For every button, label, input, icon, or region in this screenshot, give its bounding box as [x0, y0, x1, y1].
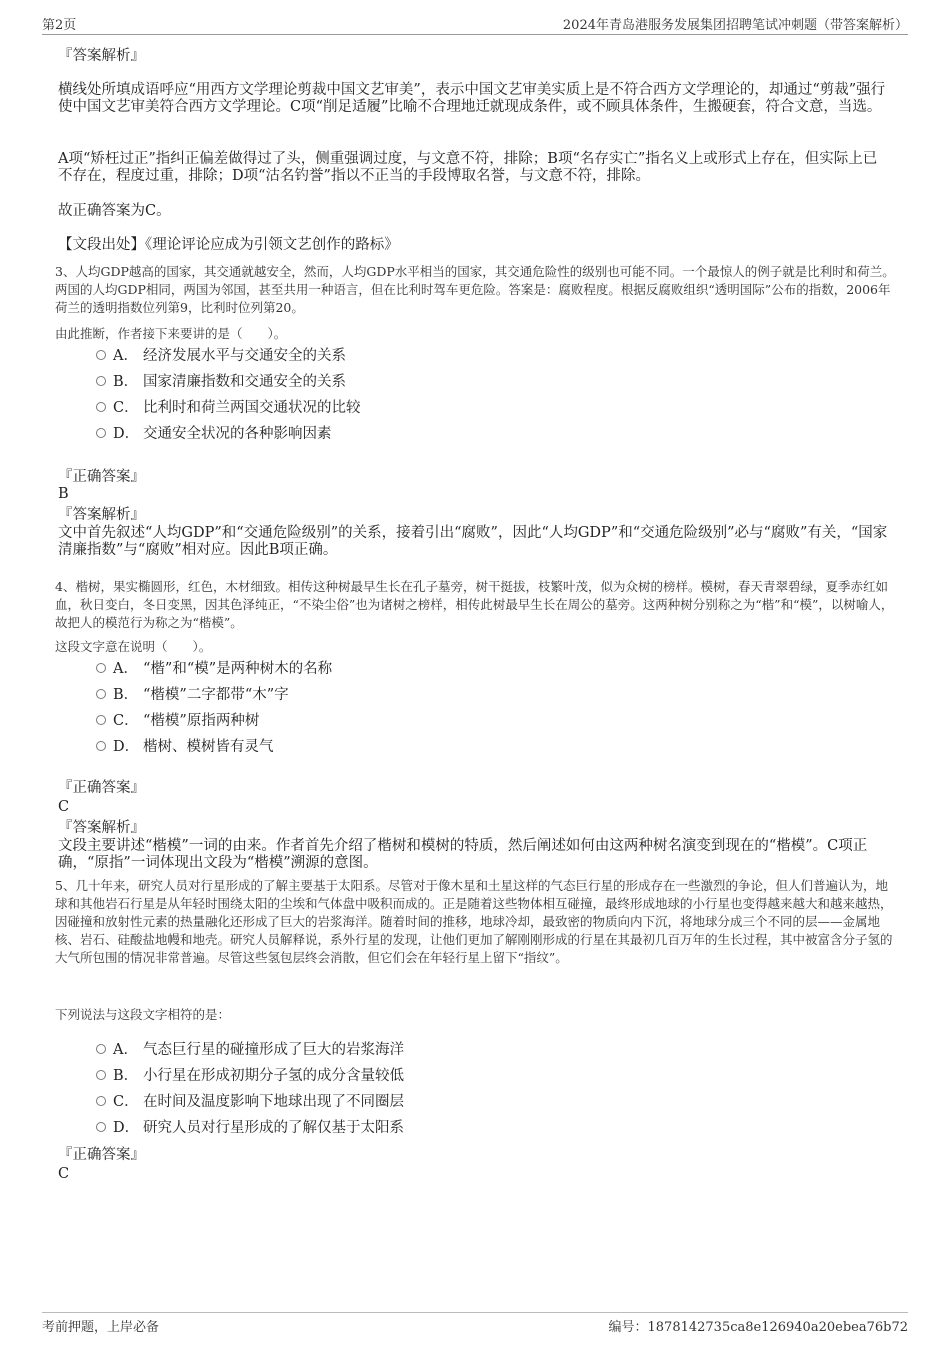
prev-analysis-label: 『答案解析』 [58, 48, 145, 64]
q3-option-b[interactable]: B． 国家清廉指数和交通安全的关系 [96, 372, 346, 392]
page-header [42, 14, 908, 35]
q4-analysis: 文段主要讲述“楷模”一词的由来。作者首先介绍了楷树和模树的特质，然后阐述如何由这两种树名演变到现在的“楷模”。C项正确，“原指”一词体现出文段为“楷模”溯源的意图。 [58, 838, 868, 871]
radio-icon[interactable] [96, 1096, 106, 1106]
prev-analysis-paragraph-1: 横线处所填成语呼应“用西方文学理论剪裁中国文艺审美”，表示中国文艺审美实质上是不符合西方文学理论的，却通过“剪裁”强行使中国文艺审美符合西方文学理论。C项“削足适履”比喻不合理地迁就现成条件，或不顾具体条件，生搬硬套，符合文意，当选。 [58, 82, 886, 115]
q4-question: 这段文字意在说明（ ）。 [55, 639, 212, 654]
q5-option-a[interactable]: A． 气态巨行星的碰撞形成了巨大的岩浆海洋 [96, 1040, 404, 1060]
radio-icon[interactable] [96, 715, 106, 725]
q5-stem: 5、几十年来，研究人员对行星形成的了解主要基于太阳系。尽管对于像木星和土星这样的气态巨行星的形成存在一些激烈的争论，但人们普遍认为，地球和其他岩石行星是从年轻时围绕太阳的尘埃和气体盘中吸积而成的。正是随着这些物体相互碰撞，最终形成地球的小行星也变得越来越大和越来越热，因碰撞和放射性元素的热量融化还形成了巨大的岩浆海洋。随着时间的推移，地球冷却，最致密的物质向内下沉，将地球分成三个不同的层——金属地核、岩石、硅酸盐地幔和地壳。研究人员解释说，系外行星的发现，让他们更加了解刚刚形成的行星在其最初几百万年的生长过程，其中被富含分子氢的大气所包围的情况非常普遍。尽管这些氢包层终会消散，但它们会在年轻行星上留下“指纹”。 [55, 878, 893, 965]
q5-option-c[interactable]: C． 在时间及温度影响下地球出现了不同圈层 [96, 1092, 404, 1112]
q3-analysis-label: 『答案解析』 [58, 507, 145, 523]
radio-icon[interactable] [96, 1044, 106, 1054]
footer-serial: 编号：1878142735ca8e126940a20ebea76b72 [608, 1320, 908, 1335]
q4-option-c[interactable]: C． “楷模”原指两种树 [96, 711, 259, 731]
q5-correct-label: 『正确答案』 [58, 1147, 145, 1163]
radio-icon[interactable] [96, 663, 106, 673]
q5-option-b[interactable]: B． 小行星在形成初期分子氢的成分含量较低 [96, 1066, 404, 1086]
q4-correct-label: 『正确答案』 [58, 780, 145, 796]
q5-option-d[interactable]: D． 研究人员对行星形成的了解仅基于太阳系 [96, 1118, 404, 1138]
q4-stem: 4、楷树，果实椭圆形，红色，木材细致。相传这种树最早生长在孔子墓旁，树干挺拔，枝繁叶茂，似为众树的榜样。模树，春天青翠碧绿，夏季赤红如血，秋日变白，冬日变黑，因其色泽纯正，“不染尘俗”也为诸树之榜样，相传此树最早生长在周公的墓旁。这两种树分别称之为“楷”和“模”，以树喻人，故把人的模范行为称之为“楷模”。 [55, 579, 894, 630]
q3-stem: 3、人均GDP越高的国家，其交通就越安全，然而，人均GDP水平相当的国家，其交通危险性的级别也可能不同。一个最惊人的例子就是比利时和荷兰。两国的人均GDP相同，两国为邻国，甚至共用一种语言，但在比利时驾车更危险。答案是：腐败程度。根据反腐败组织“透明国际”公布的指数，2006年荷兰的透明指数位列第9，比利时位列第20。 [55, 264, 895, 315]
radio-icon[interactable] [96, 741, 106, 751]
prev-analysis-conclusion: 故正确答案为C。 [58, 203, 171, 219]
prev-source: 【文段出处】《理论评论应成为引领文艺创作的路标》 [58, 237, 399, 253]
q3-option-d[interactable]: D． 交通安全状况的各种影响因素 [96, 424, 332, 444]
q5-question: 下列说法与这段文字相符的是： [55, 1007, 231, 1022]
radio-icon[interactable] [96, 689, 106, 699]
q3-analysis: 文中首先叙述“人均GDP”和“交通危险级别”的关系，接着引出“腐败”，因此“人均GDP”和“交通危险级别”必与“腐败”有关，“国家清廉指数”与“腐败”相对应。因此B项正确。 [58, 525, 888, 558]
q4-analysis-label: 『答案解析』 [58, 820, 145, 836]
footer-slogan: 考前押题，上岸必备 [42, 1320, 160, 1335]
q3-option-c[interactable]: C． 比利时和荷兰两国交通状况的比较 [96, 398, 361, 418]
q4-option-d[interactable]: D． 楷树、模树皆有灵气 [96, 737, 274, 757]
radio-icon[interactable] [96, 350, 106, 360]
q4-option-a[interactable]: A． “楷”和“模”是两种树木的名称 [96, 659, 332, 679]
q3-question: 由此推断，作者接下来要讲的是（ ）。 [55, 326, 287, 341]
q4-option-b[interactable]: B． “楷模”二字都带“木”字 [96, 685, 289, 705]
page-number: 第2页 [42, 18, 77, 33]
radio-icon[interactable] [96, 1122, 106, 1132]
radio-icon[interactable] [96, 428, 106, 438]
document-title: 2024年青岛港服务发展集团招聘笔试冲刺题（带答案解析） [562, 18, 908, 33]
radio-icon[interactable] [96, 402, 106, 412]
page-footer [42, 1312, 908, 1337]
q3-correct-answer: B [58, 486, 69, 502]
radio-icon[interactable] [96, 376, 106, 386]
prev-analysis-paragraph-2: A项“矫枉过正”指纠正偏差做得过了头，侧重强调过度，与文意不符，排除；B项“名存实亡”指名义上或形式上存在，但实际上已不存在，程度过重，排除；D项“沽名钓誉”指以不正当的手段博取名誉，与文意不符，排除。 [58, 151, 878, 184]
q3-correct-label: 『正确答案』 [58, 469, 145, 485]
q5-correct-answer: C [58, 1166, 70, 1182]
radio-icon[interactable] [96, 1070, 106, 1080]
q4-correct-answer: C [58, 799, 70, 815]
q3-option-a[interactable]: A． 经济发展水平与交通安全的关系 [96, 346, 346, 366]
